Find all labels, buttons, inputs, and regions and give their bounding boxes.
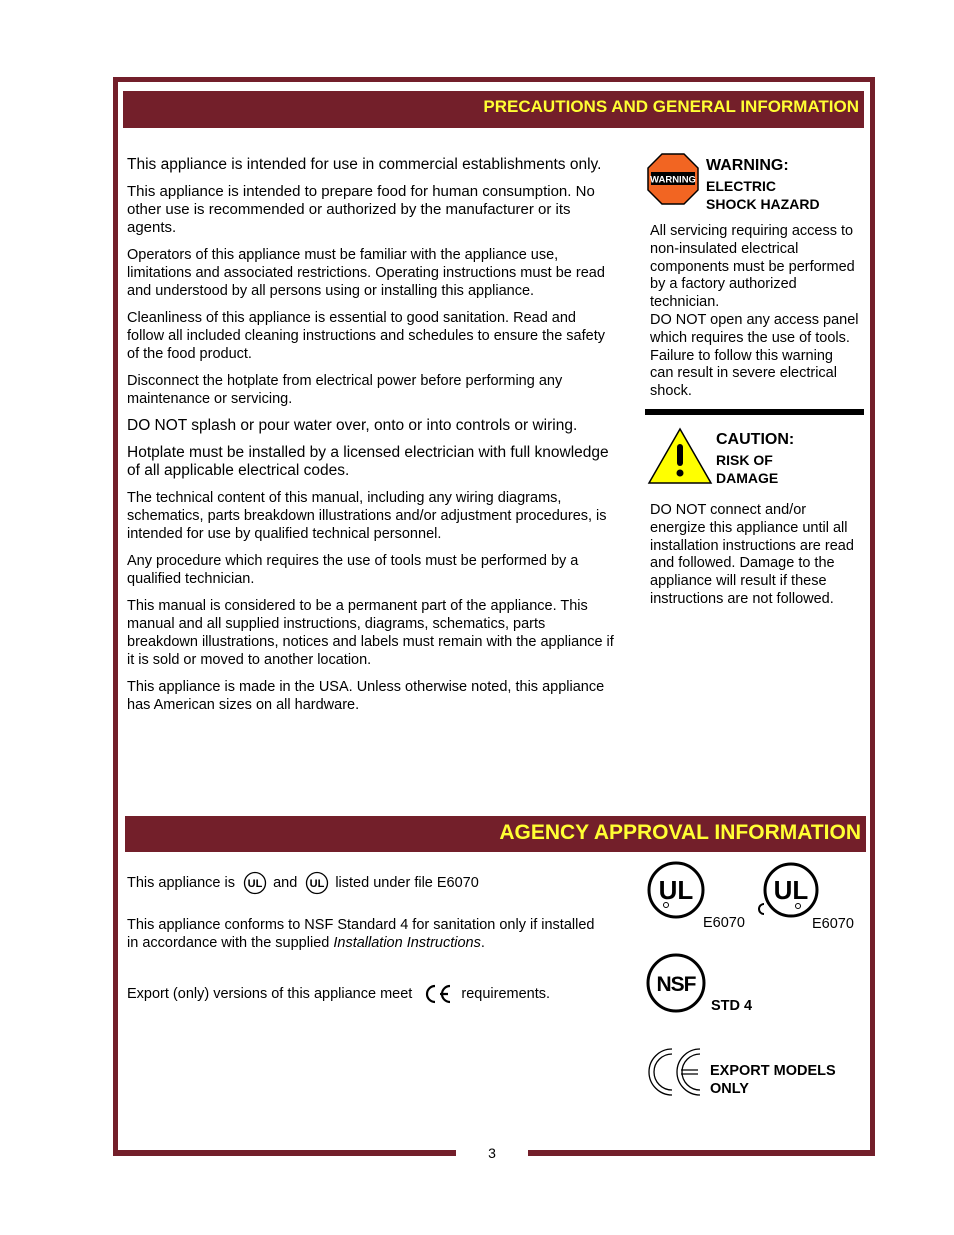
footer-rule-right <box>528 1150 875 1156</box>
svg-text:UL: UL <box>309 878 325 890</box>
svg-text:NSF: NSF <box>656 973 696 996</box>
nsf-logo-icon <box>646 953 706 1013</box>
page-number: 3 <box>488 1145 496 1161</box>
precaution-paragraph: Disconnect the hotplate from electrical power before performing any maintenance or servicing. <box>127 373 563 407</box>
precaution-paragraph: This manual is considered to be a permanent part of the appliance. This manual and all supplied instructions, diagrams, schematics, parts breakdown illustrations, notices and labels must remain with the appliance if it is sold or moved to another location. <box>127 598 614 668</box>
warning-octagon-icon <box>647 153 699 205</box>
caution-text: DO NOT connect and/or energize this appliance until all installation instructions are read and followed. Damage to the appliance will result if these instructions are not followed. <box>650 501 854 607</box>
precaution-paragraph: This appliance is intended for use in commercial establishments only. <box>127 156 602 173</box>
caution-header <box>645 427 865 491</box>
caution-subtitle: RISK OF DAMAGE <box>716 451 779 486</box>
precaution-paragraph: This appliance is made in the USA. Unless otherwise noted, this appliance has American sizes on all hardware. <box>127 679 605 713</box>
cul-listed-logo-icon <box>756 862 820 920</box>
precaution-paragraph: Operators of this appliance must be familiar with the appliance use, limitations and associated restrictions. Operating instructions must be read and understood by all persons using or installing this appliance. <box>127 247 605 299</box>
svg-text:UL: UL <box>658 875 694 905</box>
ce-line: Export (only) versions of this appliance meet requirements. <box>127 983 550 1005</box>
footer-rule-left <box>113 1150 456 1156</box>
ce-mark-icon <box>422 983 454 1005</box>
ul-caption: E6070 <box>703 915 745 931</box>
nsf-caption: STD 4 <box>711 998 753 1014</box>
section-title-precautions: PRECAUTIONS AND GENERAL INFORMATION <box>123 91 864 128</box>
precautions-list <box>127 156 617 723</box>
precaution-paragraph: DO NOT splash or pour water over, onto or into controls or wiring. <box>127 417 578 434</box>
svg-text:UL: UL <box>773 875 809 905</box>
nsf-line: This appliance conforms to NSF Standard 4 for sanitation only if installed in accordance with the supplied Installation Instructions. <box>127 917 595 951</box>
warning-title: WARNING: <box>706 157 789 174</box>
warning-text: All servicing requiring access to non-insulated electrical components must be performed by a factory authorized technician. DO NOT open any access panel which requires the use of tools. Failure to follow this warning can result in severe electrical shock. <box>650 223 859 400</box>
svg-text:WARNING: WARNING <box>650 174 696 186</box>
notice-divider <box>645 409 864 415</box>
ul-listing-line: This appliance is UL and UL listed under file E6070 <box>127 871 479 895</box>
precaution-paragraph: Any procedure which requires the use of tools must be performed by a qualified technician. <box>127 553 579 587</box>
safety-notices <box>645 150 865 609</box>
precaution-paragraph: Hotplate must be installed by a licensed electrician with full knowledge of all applicable electrical codes. <box>127 444 609 479</box>
ce-logo-icon <box>648 1045 702 1099</box>
svg-text:UL: UL <box>247 878 263 890</box>
precaution-paragraph: The technical content of this manual, including any wiring diagrams, schematics, parts breakdown illustrations and/or adjustment procedures, is intended for use by qualified technical personnel. <box>127 490 607 542</box>
ul-logo-icon <box>243 871 267 895</box>
section-title-agency: AGENCY APPROVAL INFORMATION <box>125 816 866 852</box>
warning-subtitle: ELECTRIC SHOCK HAZARD <box>706 178 820 212</box>
ce-caption: EXPORT MODELS ONLY <box>710 1063 836 1097</box>
cul-caption: E6070 <box>812 916 854 932</box>
warning-header <box>645 150 865 214</box>
cul-logo-icon <box>305 871 329 895</box>
ul-listed-logo-icon <box>647 861 705 919</box>
precaution-paragraph: This appliance is intended to prepare food for human consumption. No other use is recommended or authorized by the manufacturer or its agents. <box>127 183 595 236</box>
caution-triangle-icon <box>647 427 713 485</box>
caution-title: CAUTION: <box>716 430 795 448</box>
precaution-paragraph: Cleanliness of this appliance is essential to good sanitation. Read and follow all included cleaning instructions and schedules to ensure the safety of the food product. <box>127 310 605 362</box>
